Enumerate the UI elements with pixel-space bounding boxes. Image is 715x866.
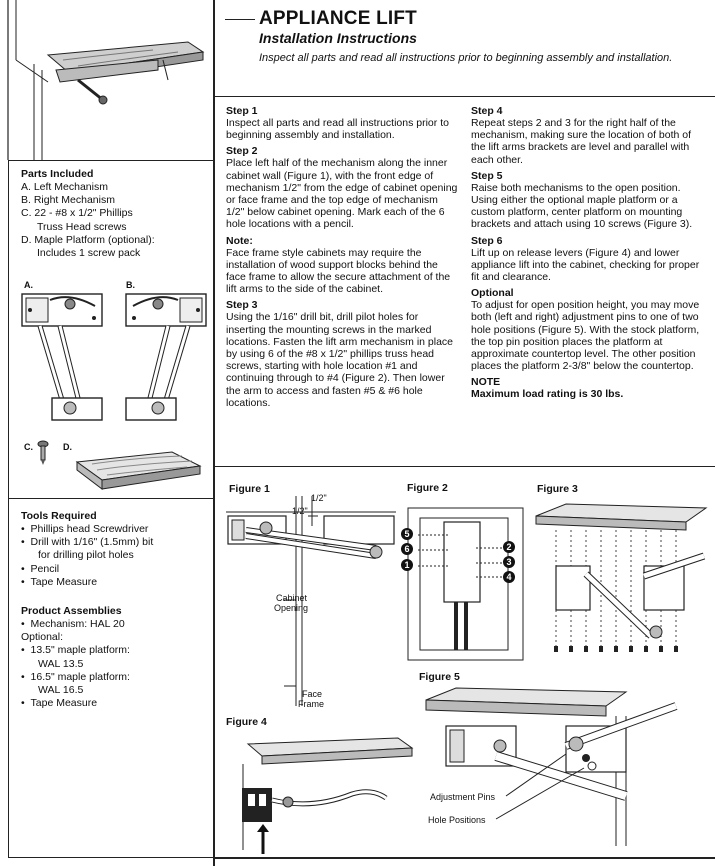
tool-item: • Pencil <box>21 562 60 575</box>
hole-marker-6: 6 <box>401 543 413 555</box>
hole-marker-5: 5 <box>401 528 413 540</box>
tools-list <box>21 523 211 589</box>
text-bottom-rule <box>215 466 715 467</box>
page-title: APPLIANCE LIFT <box>259 8 417 29</box>
step3-body: Using the 1/16" drill bit, drill pilot holes for inserting the mounting screws in the marked locations. Fasten the lift arm mechanism in place by using 6 of the #8 x 1/2" phillips truss head screws, starting with hole location #1 and continuing through to #4 (Figure 2). Then lower the arm to access and fasten #5 & #6 hole locations. <box>226 311 454 409</box>
note-title: Note: <box>226 234 253 247</box>
page-bottom-rule <box>215 857 715 859</box>
figure4-label: Figure 4 <box>226 716 267 728</box>
tool-item: • Drill with 1/16" (1.5mm) bit <box>21 536 154 549</box>
part-label-a: A. <box>24 280 33 290</box>
face-frame-label-2: Frame <box>298 699 325 709</box>
assembly-item: • Mechanism: HAL 20 <box>21 618 125 630</box>
screw-icon <box>37 440 49 466</box>
parts-heading: Parts Included <box>21 168 94 180</box>
figure4-illustration <box>228 730 412 855</box>
hole-marker-3: 3 <box>503 556 515 568</box>
cabinet-top-illustration <box>8 0 213 160</box>
step1-body: Inspect all parts and read all instructions prior to beginning assembly and installation. <box>226 117 449 142</box>
step1-title: Step 1 <box>226 105 258 117</box>
assembly-item: WAL 13.5 <box>38 657 84 670</box>
optional-body: To adjust for open position height, you may move both (left and right) adjustment pins to one of two hole positions (Figure 5). With the stock platform, the top pin position places the platform at approximate countertop level. The other position places the platform 2-3/8" below the countertop. <box>471 299 700 373</box>
part-label-d: D. <box>63 442 72 452</box>
step5-body: Raise both mechanisms to the open position. Using either the optional maple platform or a custom platform, center platform on mounting brackets and attach using 10 screws (Figure 3). <box>471 181 693 231</box>
cabinet-opening-label-1: Cabinet <box>276 593 308 603</box>
step6-title: Step 6 <box>471 234 503 247</box>
left-sidebar-rule-1 <box>8 160 213 161</box>
assemblies-heading: Product Assemblies <box>21 605 122 617</box>
assembly-item: • Tape Measure <box>21 697 98 710</box>
cabinet-opening-label-2: Opening <box>274 603 309 613</box>
step6-body: Lift up on release levers (Figure 4) and lower appliance lift into the cabinet, checking for proper fit and clearance. <box>471 246 700 284</box>
left-column-bottom-rule <box>8 857 214 858</box>
step4-body: Repeat steps 2 and 3 for the right half of the mechanism, making sure the location of both of the lift arms brackets are level and parallel with each other. <box>471 117 692 166</box>
tool-item: • Phillips head Screwdriver <box>21 523 149 535</box>
assembly-item: • 13.5" maple platform: <box>21 644 130 657</box>
figure3-illustration <box>526 496 710 666</box>
step4-title: Step 4 <box>471 105 503 117</box>
left-column-divider <box>213 0 215 866</box>
left-mechanism-illustration <box>20 290 110 430</box>
hole-marker-1: 1 <box>401 559 413 571</box>
tools-heading: Tools Required <box>21 510 97 522</box>
title-lead-rule <box>225 19 255 20</box>
parts-list <box>21 181 211 260</box>
part-item: D. Maple Platform (optional): <box>21 233 155 246</box>
assembly-item: Optional: <box>21 631 64 644</box>
intro-text: Inspect all parts and read all instructions prior to beginning assembly and installation. <box>259 52 673 64</box>
steps-column-right <box>471 105 707 400</box>
figure2-label: Figure 2 <box>407 482 448 494</box>
part-label-b: B. <box>126 280 135 290</box>
figure1-half-inch-side: 1/2" <box>292 506 308 516</box>
figure1-illustration <box>226 496 404 706</box>
header-bottom-rule <box>215 96 715 97</box>
hole-marker-2: 2 <box>503 541 515 553</box>
figure1-half-inch-top: 1/2" <box>311 493 327 503</box>
step2-title: Step 2 <box>226 145 258 158</box>
page-subtitle: Installation Instructions <box>259 30 417 46</box>
left-sidebar-edge <box>8 160 9 858</box>
maple-platform-illustration <box>72 448 202 493</box>
figure5-label: Figure 5 <box>419 671 460 683</box>
tool-item: • Tape Measure <box>21 575 98 588</box>
part-item: B. Right Mechanism <box>21 194 115 207</box>
final-note-body: Maximum load rating is 30 lbs. <box>471 388 624 401</box>
figure3-label: Figure 3 <box>537 483 578 495</box>
face-frame-label-1: Face <box>302 689 323 699</box>
assembly-item: • 16.5" maple platform: <box>21 670 130 683</box>
assembly-item: WAL 16.5 <box>38 684 84 697</box>
steps-column-left <box>226 105 458 409</box>
final-note-title: NOTE <box>471 376 501 389</box>
step5-title: Step 5 <box>471 169 503 182</box>
adjustment-pins-label: Adjustment Pins <box>430 792 496 802</box>
part-label-c: C. <box>24 442 33 452</box>
hole-marker-4: 4 <box>503 571 515 583</box>
tool-item: for drilling pilot holes <box>38 549 134 562</box>
left-sidebar-rule-2 <box>8 498 213 499</box>
optional-title: Optional <box>471 287 514 300</box>
hole-positions-label: Hole Positions <box>428 815 486 825</box>
part-item: A. Left Mechanism <box>21 181 108 193</box>
step3-title: Step 3 <box>226 299 258 312</box>
part-item: C. 22 - #8 x 1/2" Phillips <box>21 207 133 220</box>
note-body: Face frame style cabinets may require the installation of wood support blocks behind the face frame to allow the secure attachment of the lift arms to the side of the cabinet. <box>226 246 451 296</box>
right-mechanism-illustration <box>120 290 210 430</box>
part-item: Truss Head screws <box>37 220 127 233</box>
step2-body: Place left half of the mechanism along the inner cabinet wall (Figure 1), with the front edge of mechanism 1/2" from the edge of cabinet opening or face frame and the top edge of mechanism 1/2" below cabinet opening. Mark each of the 6 hole locations with a pencil. <box>226 157 458 231</box>
figure1-label: Figure 1 <box>229 483 270 495</box>
assemblies-list <box>21 618 211 710</box>
part-item: Includes 1 screw pack <box>37 247 141 260</box>
figure5-illustration <box>416 686 710 850</box>
